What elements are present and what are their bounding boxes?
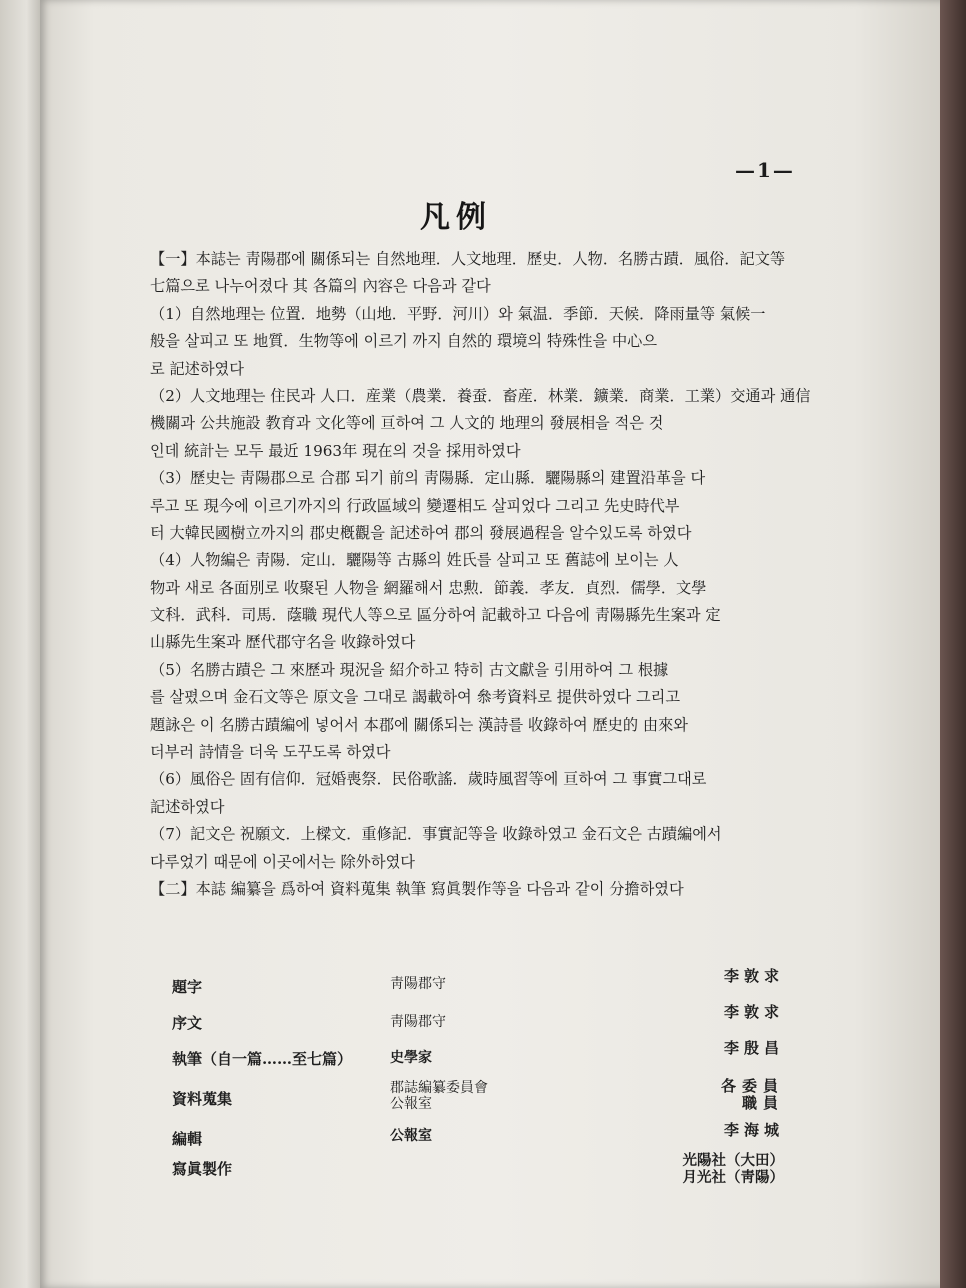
text-line: 더부러 詩情을 더욱 도꾸도록 하였다: [150, 743, 391, 762]
staff-role: 題字: [172, 978, 203, 996]
staff-row: [172, 1148, 792, 1188]
text-line: 般을 살피고 또 地質．生物等에 이르기 까지 自然的 環境의 特殊性을 中心으: [150, 332, 658, 351]
text-line: 【二】本誌 編纂을 爲하여 資料蒐集 執筆 寫眞製作等을 다음과 같이 分擔하였다: [150, 879, 684, 898]
book-cover-edge: [940, 0, 966, 1288]
body-text: [150, 246, 840, 903]
text-line: （2）人文地理는 住民과 人口．産業（農業．養蚕．畜産．林業．鑛業．商業．工業）交通과 通信: [150, 386, 811, 405]
staff-name: 李敦求: [723, 967, 784, 985]
staff-role: 寫眞製作: [172, 1160, 233, 1178]
text-line: 機關과 公共施設 教育과 文化等에 亘하여 그 人文的 地理의 發展相을 적은 것: [150, 414, 664, 433]
staff-org: 公報室: [390, 1128, 432, 1144]
staff-role: 執筆（自一篇……至七篇）: [172, 1050, 353, 1068]
staff-name: 李敦求: [723, 1003, 784, 1021]
text-line: （5）名勝古蹟은 그 來歷과 現況을 紹介하고 特히 古文獻을 引用하여 그 根據: [150, 660, 669, 679]
text-line: （4）人物編은 靑陽．定山．驪陽等 古縣의 姓氏를 살피고 또 舊誌에 보이는 人: [150, 551, 679, 570]
staff-name: 各委員 職員: [720, 1077, 784, 1112]
staff-org: 靑陽郡守: [390, 1014, 446, 1030]
text-line: 山縣先生案과 歷代郡守名을 收錄하였다: [150, 633, 416, 652]
staff-name: 李海城: [723, 1121, 784, 1139]
page-title: 凡例: [420, 200, 492, 235]
text-line: 인데 統計는 모두 最近 1963年 現在의 것을 採用하였다: [150, 441, 521, 460]
staff-row: [172, 1074, 792, 1118]
staff-role: 序文: [172, 1014, 203, 1032]
text-line: 物과 새로 各面別로 收聚된 人物을 網羅해서 忠勲．節義．孝友．貞烈．儒學．文學: [150, 578, 707, 597]
text-line: 를 살폈으며 金石文等은 原文을 그대로 謁載하여 叅考資料로 提供하였다 그리고: [150, 688, 680, 707]
page-number: —1—: [735, 158, 795, 182]
staff-name: 光陽社（大田） 月光社（靑陽）: [682, 1152, 784, 1186]
text-line: （3）歷史는 靑陽郡으로 合郡 되기 前의 靑陽縣．定山縣．驪陽縣의 建置沿革을 다: [150, 469, 706, 488]
text-line: 記述하였다: [150, 797, 225, 816]
staff-table: [172, 968, 792, 1188]
staff-org: 郡誌編纂委員會 公報室: [390, 1080, 488, 1112]
text-line: 題詠은 이 名勝古蹟編에 넣어서 本郡에 關係되는 漢詩를 收錄하여 歷史的 由來와: [150, 715, 688, 734]
staff-name: 李殷昌: [723, 1039, 784, 1057]
text-line: （6）風俗은 固有信仰．冠婚喪祭．民俗歌謠．歲時風習等에 亘하여 그 事實그대로: [150, 770, 707, 789]
text-line: 로 記述하였다: [150, 359, 244, 378]
left-page-edge: [0, 0, 44, 1288]
staff-row: [172, 1040, 792, 1074]
text-line: 七篇으로 나누어졌다 其 各篇의 內容은 다음과 같다: [150, 277, 491, 296]
text-line: 터 大韓民國樹立까지의 郡史槪觀을 記述하여 郡의 發展過程을 알수있도록 하였다: [150, 523, 692, 542]
text-line: 【一】本誌는 靑陽郡에 關係되는 自然地理．人文地理．歷史．人物．名勝古蹟．風俗．記文等: [150, 250, 786, 268]
text-line: 文科．武科．司馬．蔭職 現代人等으로 區分하여 記載하고 다음에 靑陽縣先生案과 定: [150, 606, 721, 625]
staff-role: 編輯: [172, 1130, 203, 1148]
staff-row: [172, 968, 792, 1004]
text-line: （7）記文은 祝願文．上樑文．重修記．事實記等을 收錄하였고 金石文은 古蹟編에서: [150, 825, 722, 844]
staff-row: [172, 1004, 792, 1040]
staff-role: 資料蒐集: [172, 1090, 233, 1108]
staff-org: 史學家: [390, 1050, 432, 1066]
text-line: 다루었기 때문에 이곳에서는 除外하였다: [150, 852, 415, 871]
staff-org: 靑陽郡守: [390, 976, 446, 992]
text-line: （1）自然地理는 位置．地勢（山地．平野．河川）와 氣温．季節．天候．降雨量等 氣候一: [150, 304, 766, 323]
text-line: 루고 또 現今에 이르기까지의 行政區域의 變遷相도 살피었다 그리고 先史時代부: [150, 496, 680, 515]
staff-row: [172, 1118, 792, 1148]
